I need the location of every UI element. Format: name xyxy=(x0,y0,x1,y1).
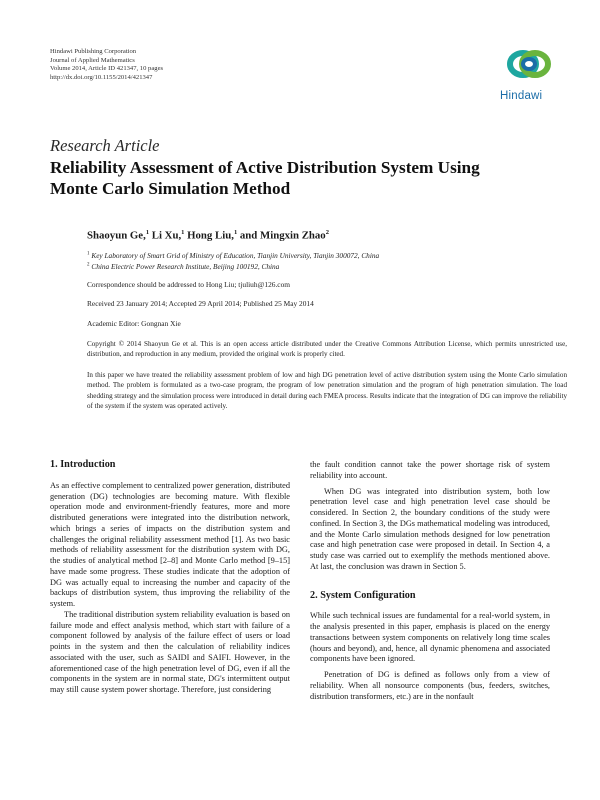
section-heading: 1. Introduction xyxy=(50,459,116,470)
author-name: and Mingxin Zhao xyxy=(239,229,326,242)
affiliation-1 xyxy=(87,251,379,260)
paper-title xyxy=(50,157,570,199)
affiliation-text: China Electric Power Research Institute, Beijing 100192, China xyxy=(91,262,280,271)
volume-info: Volume 2014, Article ID 421347, 10 pages xyxy=(50,65,164,73)
title-line-2: Monte Carlo Simulation Method xyxy=(50,179,291,198)
paragraph: The traditional distribution system reliability evaluation is based on failure mode and effect analysis method, which start with failure of a component followed by analysis of the failure effect of users or load points in the system and then the calculation of reliability indices associated with the user, such as SAIDI and SAIFI. However, in the aforementioned case of the high penetration level of DG, even if all the components in the system are in normal state, DG's intermittent output may still cause system power shortage. Therefore, just considering xyxy=(50,609,290,694)
affiliation-number: 1 xyxy=(87,251,90,257)
paragraph: As an effective complement to centralized power generation, distributed generation (DG) technologies are becoming mature. With flexible operation mode and environment-friendly features, more and more distributed generations were integrated into the distribution network, which brings a series of impacts on the distribution system and challenges the original reliability assessment method [1]. As two basic methods of reliability assessment for the distribution system with DG, the studies of analytical method [2–8] and Monte Carlo method [9–15] have made some progress. These studies indicate that the adoption of DG was actually equal to increasing the number and capacity of the backups of distribution system, thus improving the reliability of the system. xyxy=(50,480,290,608)
publication-dates: Received 23 January 2014; Accepted 29 April 2014; Published 25 May 2014 xyxy=(87,299,314,308)
journal-header xyxy=(50,48,163,82)
academic-editor: Academic Editor: Gongnan Xie xyxy=(87,319,181,328)
affiliation-text: Key Laboratory of Smart Grid of Ministry of Education, Tianjin University, Tianjin 300072, China xyxy=(91,251,380,260)
affiliation-number: 2 xyxy=(87,262,90,268)
author-affiliation-mark: 1 xyxy=(233,229,238,236)
hindawi-logo-text: Hindawi xyxy=(500,90,543,102)
journal-name: Journal of Applied Mathematics xyxy=(50,56,135,64)
copyright-notice: Copyright © 2014 Shaoyun Ge et al. This is an open access article distributed under the Creative Commons Attribution License, which permits unrestricted use, distribution, and reproduction in any medium, provided the original work is properly cited. xyxy=(87,340,567,359)
author-name: Shaoyun Ge, xyxy=(87,229,146,242)
author-affiliation-mark: 2 xyxy=(325,229,329,236)
author-list xyxy=(87,229,329,242)
article-type: Research Article xyxy=(50,136,160,155)
paragraph: the fault condition cannot take the power shortage risk of system reliability into account. xyxy=(310,460,550,480)
author-name: Li Xu, xyxy=(151,229,182,242)
abstract: In this paper we have treated the reliability assessment problem of low and high DG penetration level of active distribution system using the Monte Carlo simulation method. The problem is formulated as a two-case program, the program of low penetration simulation and the program of high penetration simulation. The load shedding strategy and the simulation process were introduced in detail during each FMEA process. Results indicate that the integration of DG can improve the reliability of the system if the system was operated actively. xyxy=(87,371,567,410)
author-affiliation-mark: 1 xyxy=(181,229,185,236)
paragraph: When DG was integrated into distribution system, both low penetration level case and high penetration level case should be considered. In Section 2, the boundary conditions of the study were confined. In Section 3, the DGs mathematical modeling was introduced, and the Monte Carlo simulation methods designed for low penetration case and high penetration case were proposed in detail. In Section 4, a study case was carried out to exemplify the methods mentioned above. At last, the conclusion was drawn in Section 5. xyxy=(310,486,550,571)
right-column xyxy=(310,460,550,702)
publisher: Hindawi Publishing Corporation xyxy=(50,48,137,55)
title-line-1: Reliability Assessment of Active Distribution System Using xyxy=(50,158,480,177)
correspondence: Correspondence should be addressed to Hong Liu; tjuliuh@126.com xyxy=(87,280,291,289)
paragraph: Penetration of DG is defined as follows only from a view of reliability. When all nonsource components (bus, feeders, switches, distribution transformers, etc.) are in the nonfault xyxy=(310,670,550,701)
paragraph: While such technical issues are fundamental for a real-world system, in the analysis presented in this paper, emphasis is placed on the energy transactions between system components on relatively long time scales (hours and beyond), and, hence, all dynamic phenomena and associated components have been ignored. xyxy=(310,611,550,664)
section-heading: 2. System Configuration xyxy=(310,589,416,601)
left-column xyxy=(50,460,290,696)
author-name: Hong Liu, xyxy=(187,229,234,242)
affiliation-2 xyxy=(87,262,279,271)
doi-link[interactable]: http://dx.doi.org/10.1155/2014/421347 xyxy=(50,73,153,81)
author-affiliation-mark: 1 xyxy=(145,229,150,236)
